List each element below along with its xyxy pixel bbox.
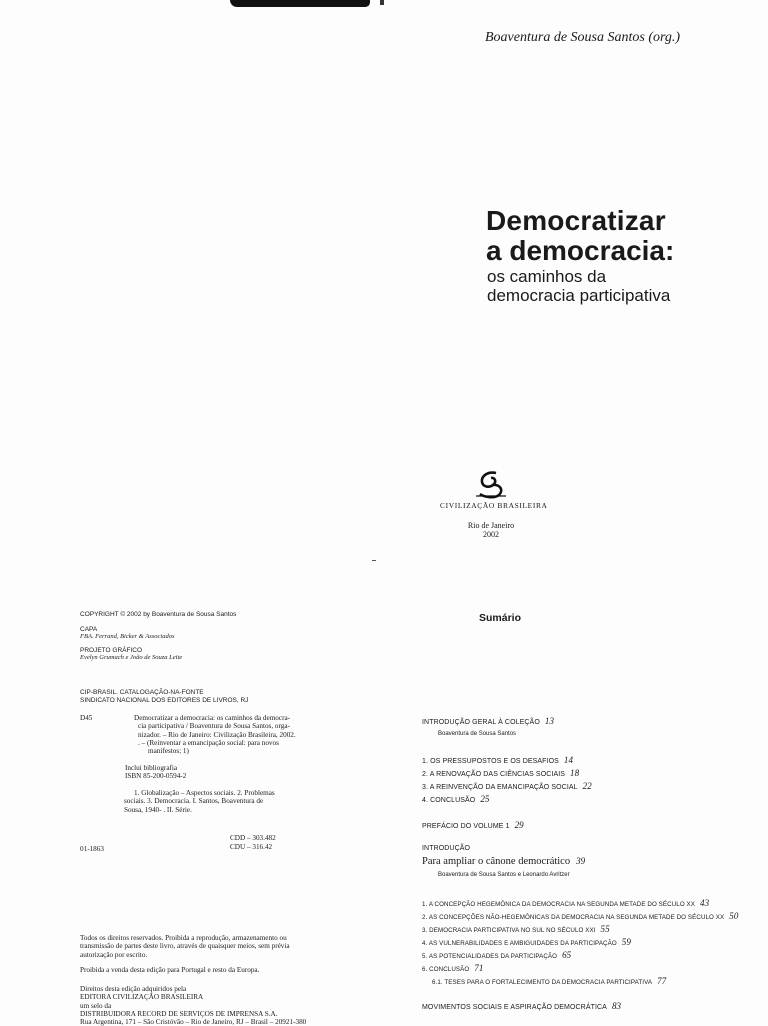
toc-page-number: 43 [700, 898, 710, 908]
toc-page-number: 25 [480, 794, 490, 804]
toc-entry-label: PREFÁCIO DO VOLUME 1 [422, 823, 510, 830]
toc-entry [422, 1001, 621, 1011]
rights-line: Direitos desta edição adquiridos pela [80, 985, 187, 993]
toc-page-number: 59 [621, 937, 631, 947]
toc-entry [432, 976, 666, 986]
toc-entry-label: Para ampliar o cânone democrático [422, 856, 571, 867]
cip-subject-line: sociais. 3. Democracia. I. Santos, Boaventura de [124, 797, 264, 806]
cip-cdd: CDD – 303.482 [230, 834, 276, 842]
rights-paragraph-1 [80, 934, 330, 959]
scan-mark-small [380, 0, 384, 5]
toc-entry-label: MOVIMENTOS SOCIAIS E ASPIRAÇÃO DEMOCRÁTICA [422, 1004, 607, 1011]
publisher-year: 2002 [483, 530, 499, 539]
publisher-place: Rio de Janeiro [467, 521, 515, 530]
cip-entry-line: nizador. – Rio de Janeiro: Civilização Brasileira, 2002. [138, 730, 296, 739]
capa-credit: FBA. Ferrand, Bicker & Associados [80, 633, 175, 640]
toc-entry [422, 768, 579, 778]
toc-entry [422, 911, 738, 921]
cip-isbn: ISBN 85-200-0594-2 [125, 772, 187, 781]
cip-number: 01-1863 [80, 845, 104, 853]
cip-entry-line: . – (Reinventar a emancipação social: para novos [138, 738, 279, 747]
toc-page-number: 22 [582, 781, 592, 791]
copyright-line: COPYRIGHT © 2002 by Boaventura de Sousa Santos [80, 611, 237, 618]
toc-page-number: 29 [514, 820, 524, 830]
book-author: Boaventura de Sousa Santos (org.) [485, 30, 681, 45]
cip-code: D45 [80, 714, 93, 722]
cip-entry-line: manifestos; 1) [148, 747, 189, 756]
toc-entry-label: 2. AS CONCEPÇÕES NÃO-HEGEMÔNICAS DA DEMOCRACIA NA SEGUNDA METADE DO SÉCULO XX [422, 914, 725, 921]
toc-page-number: 50 [729, 911, 739, 921]
toc-entry-label: 1. A CONCEPÇÃO HEGEMÔNICA DA DEMOCRACIA NA SEGUNDA METADE DO SÉCULO XX [422, 901, 696, 908]
scan-mark [230, 0, 370, 7]
toc-entry-label: 4. AS VULNERABILIDADES E AMBIGUIDADES DA PARTICIPAÇÃO [422, 940, 617, 947]
cip-subject-line: 1. Globalização – Aspectos sociais. 2. Problemas [134, 789, 275, 797]
rights-paragraph-2: Proibida a venda desta edição para Portugal e resto da Europa. [80, 966, 260, 974]
book-subtitle-line-1: os caminhos da [487, 267, 607, 286]
toc-entry [422, 781, 592, 791]
toc-entry [422, 716, 554, 726]
rights-line: EDITORA CIVILIZAÇÃO BRASILEIRA [80, 993, 204, 1002]
rights-line: Rua Argentina, 171 – São Cristóvão – Rio de Janeiro, RJ – Brasil – 20921-380 [80, 1018, 307, 1026]
toc-entry [422, 950, 571, 960]
toc-entry-label: 4. CONCLUSÃO [422, 797, 476, 804]
rights-line: Todos os direitos reservados. Proibida a reprodução, armazenamento ou [80, 934, 287, 942]
cip-entry-line: cia participativa / Boaventura de Sousa Santos, orga- [138, 722, 290, 731]
toc-entry-label: 2. A RENOVAÇÃO DAS CIÊNCIAS SOCIAIS [422, 771, 566, 778]
cip-entry-line: Democratizar a democracia: os caminhos da democra- [134, 714, 291, 722]
cip-header-2: SINDICATO NACIONAL DOS EDITORES DE LIVROS, RJ [80, 697, 249, 704]
toc-entry [422, 924, 610, 934]
toc-entry [422, 937, 631, 947]
page-divider-mark [372, 560, 376, 561]
cip-biblio-line: Inclui bibliografia [125, 764, 178, 772]
toc-entry [422, 963, 483, 973]
toc-page-number: 13 [544, 716, 555, 726]
book-title-line-2: a democracia: [486, 235, 675, 266]
toc-entry-label: 1. OS PRESSUPOSTOS E OS DESAFIOS [422, 758, 559, 765]
toc-page-number: 14 [563, 755, 574, 765]
publisher-logo-icon [474, 470, 510, 500]
rights-paragraph-3 [80, 985, 340, 1026]
toc-page-number: 39 [576, 856, 586, 866]
toc-page-number: 71 [474, 963, 484, 973]
toc-page-number: 65 [562, 950, 572, 960]
toc-entry-label: 6. CONCLUSÃO [422, 966, 470, 973]
toc-entry [422, 794, 490, 804]
cip-header-1: CIP-BRASIL. CATALOGAÇÃO-NA-FONTE [80, 689, 204, 696]
cip-entry [134, 714, 334, 755]
toc-entry-author: Boaventura de Sousa Santos e Leonardo Avritzer [438, 872, 570, 878]
toc-entry-author: Boaventura de Sousa Santos [438, 731, 517, 737]
projeto-label: PROJETO GRÁFICO [80, 647, 142, 654]
rights-line: transmissão de partes deste livro, através de quaisquer meios, sem prévia [80, 942, 290, 951]
toc-entry-label: 5. AS POTENCIALIDADES DA PARTICIPAÇÃO [422, 953, 558, 960]
toc-heading: Sumário [479, 612, 522, 624]
publisher-place-year [464, 521, 518, 539]
rights-line: um selo da [80, 1001, 112, 1010]
toc-entry [422, 820, 524, 830]
capa-label: CAPA [80, 626, 98, 633]
toc-entry [422, 755, 573, 765]
rights-line: autorização por escrito. [80, 950, 148, 959]
toc-page-number: 77 [657, 976, 667, 986]
cip-subject-line: Sousa, 1940- . II. Série. [124, 805, 192, 814]
toc-page-number: 83 [611, 1001, 622, 1011]
toc-entry-label: 3. DEMOCRACIA PARTICIPATIVA NO SUL NO SÉCULO XXI [422, 927, 596, 934]
toc-entry-label: 3. A REINVENÇÃO DA EMANCIPAÇÃO SOCIAL [422, 784, 578, 791]
toc-entry [422, 898, 709, 908]
rights-line: DISTRIBUIDORA RECORD DE SERVIÇOS DE IMPRENSA S.A. [80, 1009, 278, 1018]
cip-cdu: CDU – 316.42 [230, 843, 273, 851]
toc-entry-label: 6.1. TESES PARA O FORTALECIMENTO DA DEMOCRACIA PARTICIPATIVA [432, 979, 653, 986]
toc-page-number: 55 [600, 924, 610, 934]
toc-entry-label: INTRODUÇÃO GERAL À COLEÇÃO [422, 719, 540, 726]
projeto-credit: Evelyn Grumach e João de Souza Leite [80, 654, 183, 661]
toc-page-number: 18 [570, 768, 580, 778]
toc-entry: INTRODUÇÃO [422, 845, 471, 852]
cip-subjects [124, 789, 334, 814]
toc-chapter-title [422, 856, 585, 867]
publisher-name: CIVILIZAÇÃO BRASILEIRA [440, 501, 548, 510]
book-subtitle-line-2: democracia participativa [487, 286, 671, 305]
book-title-line-1: Democratizar [486, 205, 666, 236]
cip-biblio [125, 764, 186, 781]
